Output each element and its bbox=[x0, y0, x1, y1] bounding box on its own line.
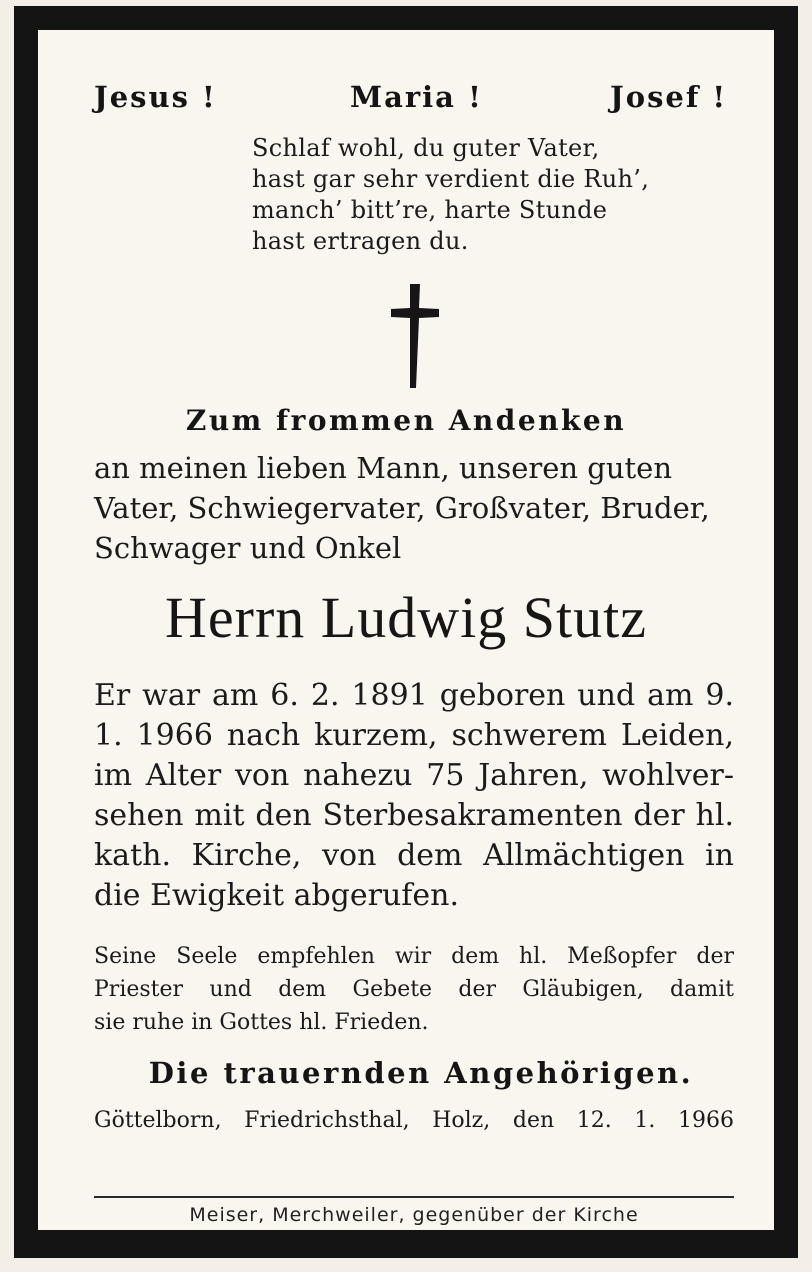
deceased-name: Herrn Ludwig Stutz bbox=[165, 585, 647, 650]
mourners-signature: Die trauernden Angehörigen. bbox=[148, 1056, 694, 1090]
biography-line: kath. Kirche, von dem Allmächtigen in bbox=[94, 838, 734, 873]
invocation-josef: Josef ! bbox=[610, 80, 728, 114]
dedication-line: an meinen lieben Mann, unseren guten bbox=[94, 451, 673, 485]
footer-divider bbox=[94, 1196, 734, 1198]
prayer bbox=[94, 940, 734, 1039]
biography-line: sehen mit den Sterbesakramenten der hl. bbox=[94, 798, 734, 833]
poem bbox=[252, 133, 649, 257]
dedication-line: Schwager und Onkel bbox=[94, 531, 402, 565]
biography bbox=[94, 676, 734, 916]
biography-line: 1. 1966 nach kurzem, schwerem Leiden, bbox=[94, 718, 734, 753]
memorial-heading: Zum frommen Andenken bbox=[185, 404, 627, 437]
biography-line: Er war am 6. 2. 1891 geboren und am 9. bbox=[94, 678, 734, 713]
cross-icon bbox=[388, 282, 442, 390]
poem-line: Schlaf wohl, du guter Vater, bbox=[252, 134, 600, 162]
biography-line: die Ewigkeit abgerufen. bbox=[94, 878, 460, 913]
prayer-line: Priester und dem Gebete der Gläubigen, damit bbox=[94, 977, 734, 1002]
biography-line: im Alter von nahezu 75 Jahren, wohlver- bbox=[94, 758, 734, 793]
poem-line: manch’ bitt’re, harte Stunde bbox=[252, 196, 608, 224]
place-and-date: Göttelborn, Friedrichsthal, Holz, den 12. 1. 1966 bbox=[94, 1108, 734, 1133]
invocation-maria: Maria ! bbox=[350, 80, 483, 114]
printer-imprint: Meiser, Merchweiler, gegenüber der Kirche bbox=[189, 1204, 639, 1226]
prayer-line: Seine Seele empfehlen wir dem hl. Meßopfer der bbox=[94, 944, 734, 969]
dedication bbox=[94, 448, 734, 568]
prayer-line: sie ruhe in Gottes hl. Frieden. bbox=[94, 1010, 429, 1035]
poem-line: hast gar sehr verdient die Ruh’, bbox=[252, 165, 650, 193]
dedication-line: Vater, Schwiegervater, Großvater, Bruder, bbox=[94, 491, 710, 525]
invocation-jesus: Jesus ! bbox=[94, 80, 217, 114]
poem-line: hast ertragen du. bbox=[252, 227, 469, 255]
